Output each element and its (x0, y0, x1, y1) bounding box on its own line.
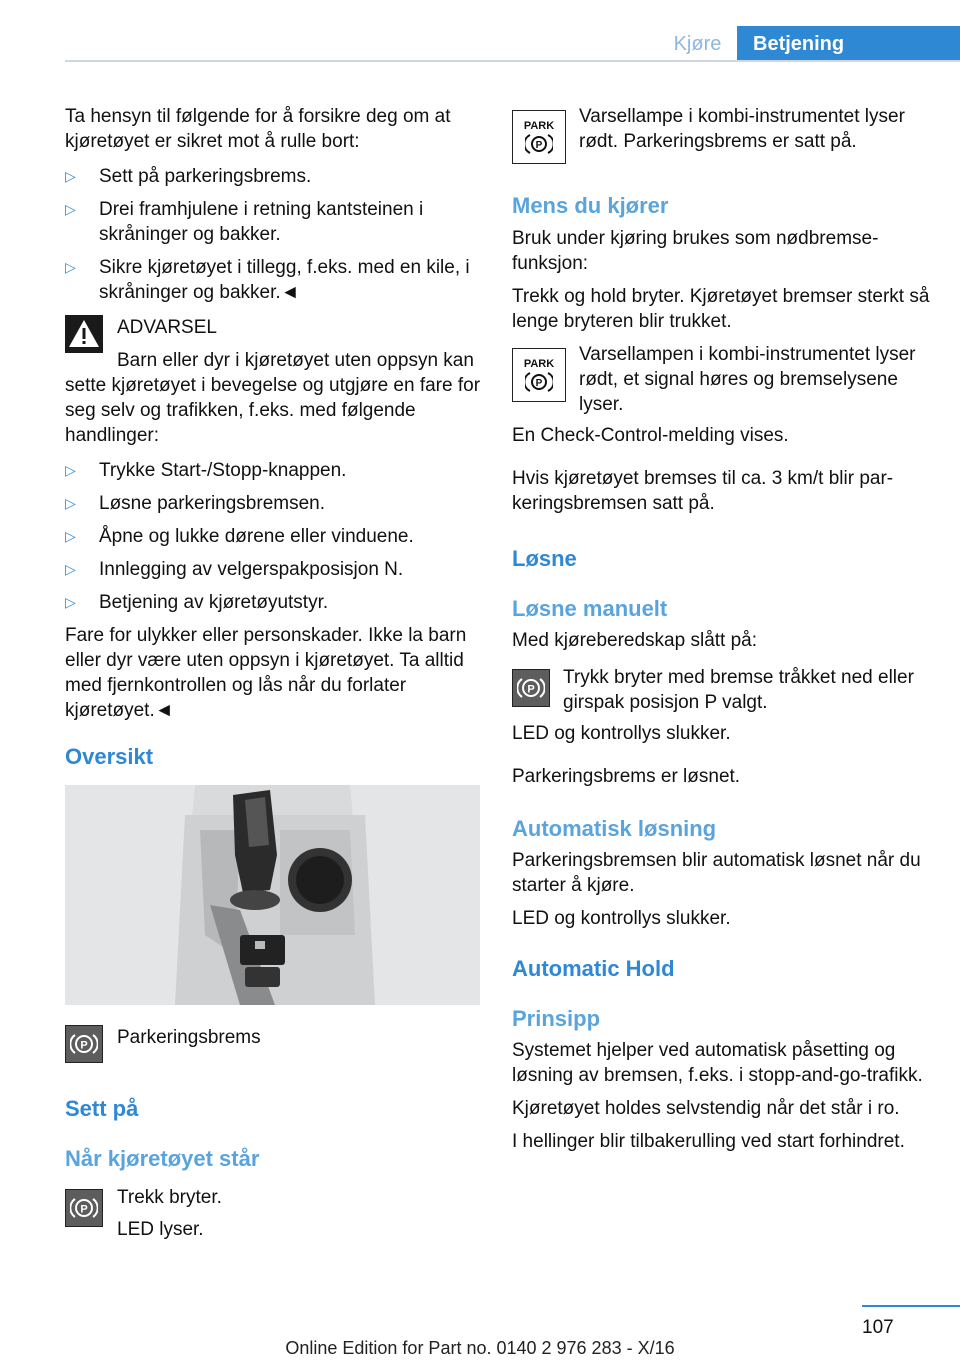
step-trekk: Trekk bryter. (117, 1187, 222, 1208)
heading-prinsipp: Prinsipp (512, 1006, 601, 1031)
list-item: ▷ Innlegging av velgerspakposisjon N. (65, 559, 404, 580)
list-item: ▷ Sikre kjøretøyet i tillegg, f.eks. med en kile, i skråninger og bakker.◄ (65, 257, 470, 303)
triangle-bullet-icon: ▷ (65, 561, 76, 577)
park-warning-row-1 (512, 104, 937, 164)
triangle-bullet-icon: ▷ (65, 462, 76, 478)
bullet-list-2 (65, 458, 483, 615)
triangle-bullet-icon: ▷ (65, 528, 76, 544)
park-text-2: Varsellampen i kombi-instrumentet lyser rødt, et signal høres og bremselysene lyser. (579, 344, 916, 415)
warning-title: ADVARSEL (117, 317, 217, 338)
mens-block (512, 226, 932, 516)
manuelt-icon-row (512, 665, 932, 715)
right-column (512, 104, 937, 164)
bullet-list-1 (65, 164, 483, 305)
speed-text: Hvis kjøretøyet bremses til ca. 3 km/t blir parkeringsbremsen satt på. (512, 468, 894, 514)
warning-end-text: Fare for ulykker eller personskader. Ikke la barn eller dyr være uten oppsyn i kjøretøyet. Ta alltid med fjernkontrollen og lås når du forlater kjøretøyet.◄ (65, 625, 467, 721)
heading-automatic-hold: Automatic Hold (512, 956, 675, 981)
step-led: LED lyser. (117, 1219, 204, 1240)
prinsipp-block (512, 1038, 937, 1154)
parking-brake-icon (65, 1025, 103, 1063)
footer-accent-line (862, 1305, 960, 1307)
park-text-1: Varsellampe i kombi-instrumentet lyser rødt. Parkeringsbrems er satt på. (579, 106, 905, 152)
list-item: ▷ Sett på parkeringsbrems. (65, 166, 312, 187)
warning-block (65, 315, 483, 448)
triangle-bullet-icon: ▷ (65, 495, 76, 511)
prinsipp-text-2: Kjøretøyet holdes selvstendig når det står i ro. (512, 1098, 900, 1119)
trekk-steps (117, 1185, 222, 1242)
list-item: ▷ Løsne parkeringsbremsen. (65, 493, 325, 514)
heading-sett-pa: Sett på (65, 1096, 139, 1121)
parkeringsbrems-label: Parkeringsbrems (117, 1027, 261, 1048)
losnet-text: Parkeringsbrems er løsnet. (512, 766, 741, 787)
page-number: 107 (862, 1317, 894, 1338)
park-warning-icon: PARK P (512, 110, 566, 164)
led-off-text-2: LED og kontrollys slukker. (512, 908, 731, 929)
mens-text-2: Trekk og hold bryter. Kjøretøyet bremser sterkt så lenge bryteren blir trukket. (512, 286, 930, 332)
list-item: ▷ Drei framhjulene i retning kantsteinen i skråninger og bakker. (65, 199, 424, 245)
tab-betjening[interactable]: Betjening (737, 26, 960, 62)
warning-text: Barn eller dyr i kjøretøyet uten oppsyn kan sette kjøretøyet i bevegelse og utgjøre en fare for seg selv og trafikken, f.eks. med følgende handlinger: (65, 350, 481, 446)
heading-automatisk-losning: Automatisk løsning (512, 816, 717, 841)
mens-text-1: Bruk under kjøring brukes som nødbremsefunksjon: (512, 228, 879, 274)
svg-text:P: P (80, 1039, 88, 1052)
check-control-text: En Check-Control-melding vises. (512, 425, 789, 446)
led-off-text-1: LED og kontrollys slukker. (512, 723, 731, 744)
triangle-bullet-icon: ▷ (65, 201, 76, 217)
parking-brake-icon (65, 1189, 103, 1227)
heading-mens-du-kjorer: Mens du kjører (512, 193, 669, 218)
prinsipp-text-1: Systemet hjelper ved automatisk påsetting og løsning av bremsen, f.eks. i stopp-and-go-trafikk. (512, 1040, 923, 1086)
manuelt-icon-text: Trykk bryter med bremse tråkket ned eller girspak posisjon P valgt. (563, 667, 914, 713)
losne-block (512, 628, 932, 789)
icon-row-parkeringsbrems (65, 1025, 261, 1063)
svg-text:P: P (535, 139, 543, 151)
park-warning-icon: PARK P (512, 348, 566, 402)
list-item: ▷ Åpne og lukke dørene eller vinduene. (65, 526, 414, 547)
svg-text:P: P (527, 683, 535, 696)
triangle-bullet-icon: ▷ (65, 259, 76, 275)
parking-brake-icon (512, 669, 550, 707)
triangle-bullet-icon: ▷ (65, 168, 76, 184)
list-item: ▷ Betjening av kjøretøyutstyr. (65, 592, 329, 613)
list-item: ▷ Trykke Start-/Stopp-knappen. (65, 460, 347, 481)
tab-kjore[interactable]: Kjøre (673, 33, 722, 55)
header-divider (65, 60, 960, 62)
gear-console-photo (65, 785, 480, 1005)
heading-losne-manuelt: Løsne manuelt (512, 596, 668, 621)
park-warning-row-2 (512, 342, 932, 417)
prinsipp-text-3: I hellinger blir tilbakerulling ved start forhindret. (512, 1131, 905, 1152)
svg-text:P: P (80, 1203, 88, 1216)
intro-text: Ta hensyn til følgende for å forsikre deg om at kjøretøyet er sikret mot å rulle bort: (65, 106, 451, 152)
triangle-bullet-icon: ▷ (65, 594, 76, 610)
icon-row-trekk (65, 1185, 222, 1242)
heading-nar-star: Når kjøretøyet står (65, 1146, 260, 1171)
heading-oversikt: Oversikt (65, 744, 154, 769)
svg-text:P: P (535, 377, 543, 389)
footer-edition: Online Edition for Part no. 0140 2 976 283 - X/16 (285, 1338, 675, 1358)
left-column (65, 104, 483, 723)
heading-losne: Løsne (512, 546, 577, 571)
manuelt-text: Med kjøreberedskap slått på: (512, 630, 758, 651)
auto-losning-block (512, 848, 932, 931)
warning-triangle-icon (65, 315, 103, 353)
auto-text: Parkeringsbremsen blir automatisk løsnet når du starter å kjøre. (512, 850, 921, 896)
